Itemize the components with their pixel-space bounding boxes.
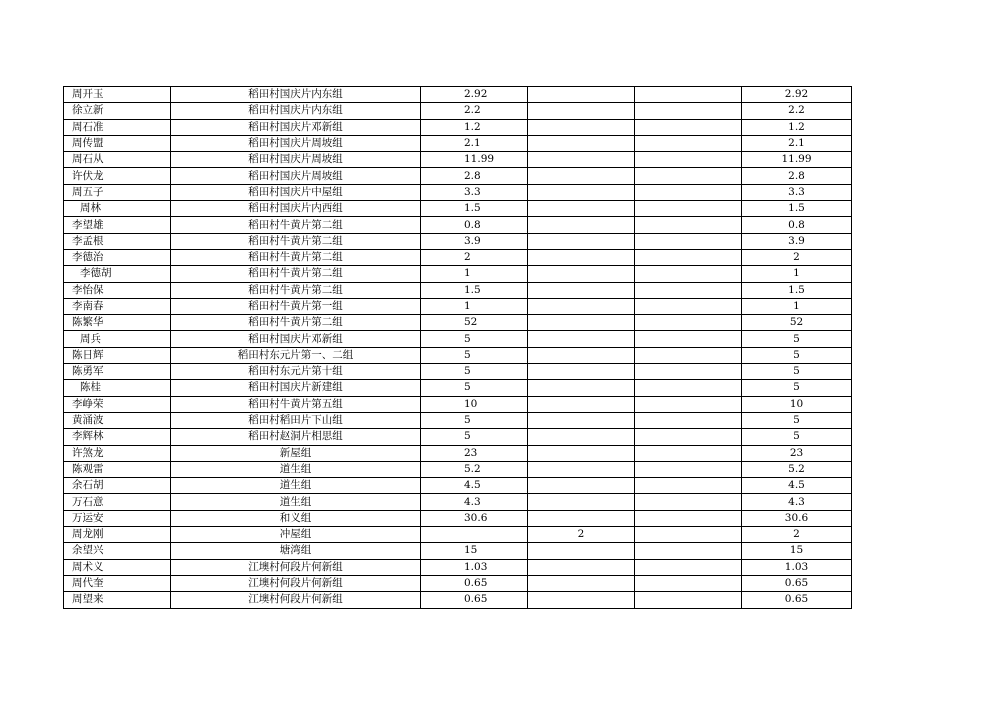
table-row <box>64 445 852 461</box>
cell-other <box>528 429 635 445</box>
cell-location: 稻田村国庆片周坡组 <box>171 168 421 184</box>
cell-name: 周石准 <box>64 119 171 135</box>
cell-empty <box>635 559 742 575</box>
cell-empty <box>635 543 742 559</box>
cell-location: 稻田村国庆片周坡组 <box>171 135 421 151</box>
cell-location: 稻田村国庆片邓新组 <box>171 119 421 135</box>
cell-name: 余望兴 <box>64 543 171 559</box>
cell-area: 5 <box>421 347 528 363</box>
cell-total: 0.65 <box>742 575 852 591</box>
table-row <box>64 249 852 265</box>
cell-location: 稻田村国庆片周坡组 <box>171 152 421 168</box>
table-row <box>64 592 852 608</box>
cell-total: 15 <box>742 543 852 559</box>
cell-empty <box>635 266 742 282</box>
cell-area: 2.92 <box>421 87 528 103</box>
cell-location: 稻田村国庆片新建组 <box>171 380 421 396</box>
cell-empty <box>635 527 742 543</box>
cell-total: 4.3 <box>742 494 852 510</box>
cell-total: 2 <box>742 249 852 265</box>
cell-other <box>528 412 635 428</box>
table-row <box>64 559 852 575</box>
cell-name: 余石胡 <box>64 478 171 494</box>
table-row <box>64 331 852 347</box>
cell-total: 2.1 <box>742 135 852 151</box>
cell-total: 5 <box>742 364 852 380</box>
table-row <box>64 184 852 200</box>
cell-other <box>528 494 635 510</box>
cell-empty <box>635 103 742 119</box>
cell-location: 冲屋组 <box>171 527 421 543</box>
cell-total: 3.3 <box>742 184 852 200</box>
cell-total: 4.5 <box>742 478 852 494</box>
cell-location: 道生组 <box>171 461 421 477</box>
cell-empty <box>635 331 742 347</box>
cell-name: 周五子 <box>64 184 171 200</box>
table-row <box>64 152 852 168</box>
table-row <box>64 103 852 119</box>
cell-other <box>528 119 635 135</box>
cell-location: 道生组 <box>171 478 421 494</box>
cell-location: 稻田村稻田片下山组 <box>171 412 421 428</box>
cell-empty <box>635 461 742 477</box>
cell-total: 0.8 <box>742 217 852 233</box>
cell-name: 徐立新 <box>64 103 171 119</box>
cell-total: 1 <box>742 298 852 314</box>
cell-empty <box>635 592 742 608</box>
cell-name: 周林 <box>64 201 171 217</box>
cell-total: 30.6 <box>742 510 852 526</box>
cell-name: 李峥荣 <box>64 396 171 412</box>
cell-name: 许煞龙 <box>64 445 171 461</box>
cell-other <box>528 217 635 233</box>
cell-empty <box>635 184 742 200</box>
cell-other <box>528 331 635 347</box>
cell-area: 1.2 <box>421 119 528 135</box>
cell-empty <box>635 119 742 135</box>
cell-empty <box>635 168 742 184</box>
cell-name: 李怡保 <box>64 282 171 298</box>
cell-other <box>528 249 635 265</box>
cell-total: 0.65 <box>742 592 852 608</box>
cell-other <box>528 575 635 591</box>
table-row <box>64 266 852 282</box>
table-row <box>64 510 852 526</box>
cell-name: 陈日辉 <box>64 347 171 363</box>
cell-area: 4.5 <box>421 478 528 494</box>
cell-location: 稻田村牛黄片第二组 <box>171 233 421 249</box>
cell-area: 5 <box>421 429 528 445</box>
cell-name: 周望来 <box>64 592 171 608</box>
cell-location: 道生组 <box>171 494 421 510</box>
cell-empty <box>635 494 742 510</box>
cell-other <box>528 510 635 526</box>
cell-area: 2.8 <box>421 168 528 184</box>
cell-name: 周传盟 <box>64 135 171 151</box>
cell-other <box>528 298 635 314</box>
cell-area: 1 <box>421 266 528 282</box>
cell-location: 稻田村赵洞片相思组 <box>171 429 421 445</box>
cell-location: 稻田村牛黄片第二组 <box>171 266 421 282</box>
cell-empty <box>635 201 742 217</box>
cell-location: 江墺村何段片何新组 <box>171 559 421 575</box>
cell-name: 李辉林 <box>64 429 171 445</box>
cell-other <box>528 364 635 380</box>
cell-area: 1.5 <box>421 201 528 217</box>
table-row <box>64 527 852 543</box>
cell-area: 52 <box>421 315 528 331</box>
cell-area: 5 <box>421 412 528 428</box>
cell-total: 2.8 <box>742 168 852 184</box>
cell-location: 稻田村国庆片邓新组 <box>171 331 421 347</box>
cell-other <box>528 396 635 412</box>
cell-total: 5 <box>742 347 852 363</box>
cell-other <box>528 168 635 184</box>
cell-empty <box>635 135 742 151</box>
cell-total: 1 <box>742 266 852 282</box>
data-table <box>63 86 852 609</box>
cell-location: 江墺村何段片何新组 <box>171 575 421 591</box>
cell-name: 万运安 <box>64 510 171 526</box>
cell-area: 1 <box>421 298 528 314</box>
cell-area: 3.9 <box>421 233 528 249</box>
cell-name: 周术义 <box>64 559 171 575</box>
cell-other <box>528 184 635 200</box>
table-row <box>64 119 852 135</box>
cell-area: 4.3 <box>421 494 528 510</box>
cell-empty <box>635 510 742 526</box>
cell-name: 万石意 <box>64 494 171 510</box>
cell-total: 1.03 <box>742 559 852 575</box>
cell-name: 陈桂 <box>64 380 171 396</box>
cell-area: 5 <box>421 331 528 347</box>
cell-total: 1.5 <box>742 201 852 217</box>
cell-other <box>528 103 635 119</box>
cell-empty <box>635 364 742 380</box>
cell-other <box>528 347 635 363</box>
cell-total: 11.99 <box>742 152 852 168</box>
table-row <box>64 478 852 494</box>
cell-total: 2.2 <box>742 103 852 119</box>
cell-total: 5 <box>742 380 852 396</box>
table-row <box>64 575 852 591</box>
table-row <box>64 380 852 396</box>
cell-empty <box>635 298 742 314</box>
cell-total: 1.5 <box>742 282 852 298</box>
cell-area: 15 <box>421 543 528 559</box>
table-row <box>64 168 852 184</box>
cell-location: 稻田村牛黄片第二组 <box>171 282 421 298</box>
cell-area: 23 <box>421 445 528 461</box>
cell-location: 稻田村国庆片内东组 <box>171 87 421 103</box>
cell-name: 李南春 <box>64 298 171 314</box>
cell-total: 5 <box>742 412 852 428</box>
cell-other <box>528 445 635 461</box>
cell-other <box>528 592 635 608</box>
cell-other <box>528 282 635 298</box>
cell-other <box>528 380 635 396</box>
cell-empty <box>635 380 742 396</box>
cell-empty <box>635 429 742 445</box>
cell-empty <box>635 396 742 412</box>
cell-total: 3.9 <box>742 233 852 249</box>
cell-area: 2 <box>421 249 528 265</box>
cell-location: 稻田村国庆片中屋组 <box>171 184 421 200</box>
cell-area: 5.2 <box>421 461 528 477</box>
cell-total: 52 <box>742 315 852 331</box>
cell-other <box>528 87 635 103</box>
table-row <box>64 135 852 151</box>
cell-other: 2 <box>528 527 635 543</box>
cell-name: 周开玉 <box>64 87 171 103</box>
cell-location: 新屋组 <box>171 445 421 461</box>
cell-area: 1.5 <box>421 282 528 298</box>
cell-empty <box>635 282 742 298</box>
cell-location: 稻田村东元片第一、二组 <box>171 347 421 363</box>
cell-other <box>528 461 635 477</box>
cell-total: 5 <box>742 429 852 445</box>
table-row <box>64 494 852 510</box>
cell-other <box>528 201 635 217</box>
cell-empty <box>635 575 742 591</box>
cell-name: 陈繁华 <box>64 315 171 331</box>
cell-name: 许伏龙 <box>64 168 171 184</box>
cell-area: 3.3 <box>421 184 528 200</box>
cell-name: 周龙刚 <box>64 527 171 543</box>
table-row <box>64 543 852 559</box>
cell-name: 周代奎 <box>64 575 171 591</box>
cell-area: 2.1 <box>421 135 528 151</box>
cell-location: 和义组 <box>171 510 421 526</box>
cell-location: 稻田村国庆片内西组 <box>171 201 421 217</box>
cell-other <box>528 233 635 249</box>
table-row <box>64 298 852 314</box>
cell-other <box>528 478 635 494</box>
cell-location: 稻田村牛黄片第二组 <box>171 217 421 233</box>
cell-location: 稻田村牛黄片第二组 <box>171 315 421 331</box>
cell-name: 周兵 <box>64 331 171 347</box>
cell-empty <box>635 217 742 233</box>
cell-name: 陈勇军 <box>64 364 171 380</box>
table-row <box>64 347 852 363</box>
table-row <box>64 87 852 103</box>
table-body <box>64 87 852 609</box>
cell-area: 5 <box>421 380 528 396</box>
cell-empty <box>635 152 742 168</box>
cell-total: 2.92 <box>742 87 852 103</box>
cell-empty <box>635 445 742 461</box>
cell-location: 稻田村国庆片内东组 <box>171 103 421 119</box>
cell-total: 2 <box>742 527 852 543</box>
cell-area: 11.99 <box>421 152 528 168</box>
table-row <box>64 233 852 249</box>
cell-other <box>528 559 635 575</box>
cell-other <box>528 135 635 151</box>
table-row <box>64 201 852 217</box>
cell-location: 稻田村牛黄片第二组 <box>171 249 421 265</box>
cell-area: 1.03 <box>421 559 528 575</box>
cell-area: 0.65 <box>421 592 528 608</box>
cell-total: 5.2 <box>742 461 852 477</box>
cell-name: 李孟根 <box>64 233 171 249</box>
cell-name: 李德治 <box>64 249 171 265</box>
cell-total: 23 <box>742 445 852 461</box>
cell-empty <box>635 315 742 331</box>
cell-area: 10 <box>421 396 528 412</box>
cell-name: 李德胡 <box>64 266 171 282</box>
cell-empty <box>635 87 742 103</box>
table-row <box>64 217 852 233</box>
cell-other <box>528 266 635 282</box>
cell-name: 李望雄 <box>64 217 171 233</box>
cell-location: 塘湾组 <box>171 543 421 559</box>
cell-other <box>528 543 635 559</box>
cell-empty <box>635 478 742 494</box>
cell-total: 10 <box>742 396 852 412</box>
table-row <box>64 282 852 298</box>
table-row <box>64 396 852 412</box>
cell-name: 黄涌波 <box>64 412 171 428</box>
cell-location: 稻田村东元片第十组 <box>171 364 421 380</box>
cell-empty <box>635 249 742 265</box>
cell-location: 稻田村牛黄片第一组 <box>171 298 421 314</box>
cell-area: 0.65 <box>421 575 528 591</box>
cell-empty <box>635 347 742 363</box>
cell-area <box>421 527 528 543</box>
table-row <box>64 461 852 477</box>
table-row <box>64 429 852 445</box>
cell-empty <box>635 233 742 249</box>
cell-area: 5 <box>421 364 528 380</box>
cell-area: 30.6 <box>421 510 528 526</box>
cell-location: 稻田村牛黄片第五组 <box>171 396 421 412</box>
cell-empty <box>635 412 742 428</box>
cell-name: 陈观雷 <box>64 461 171 477</box>
cell-name: 周石从 <box>64 152 171 168</box>
cell-location: 江墺村何段片何新组 <box>171 592 421 608</box>
cell-other <box>528 315 635 331</box>
cell-other <box>528 152 635 168</box>
cell-total: 1.2 <box>742 119 852 135</box>
table-row <box>64 412 852 428</box>
cell-area: 2.2 <box>421 103 528 119</box>
cell-total: 5 <box>742 331 852 347</box>
table-row <box>64 315 852 331</box>
table-row <box>64 364 852 380</box>
cell-area: 0.8 <box>421 217 528 233</box>
